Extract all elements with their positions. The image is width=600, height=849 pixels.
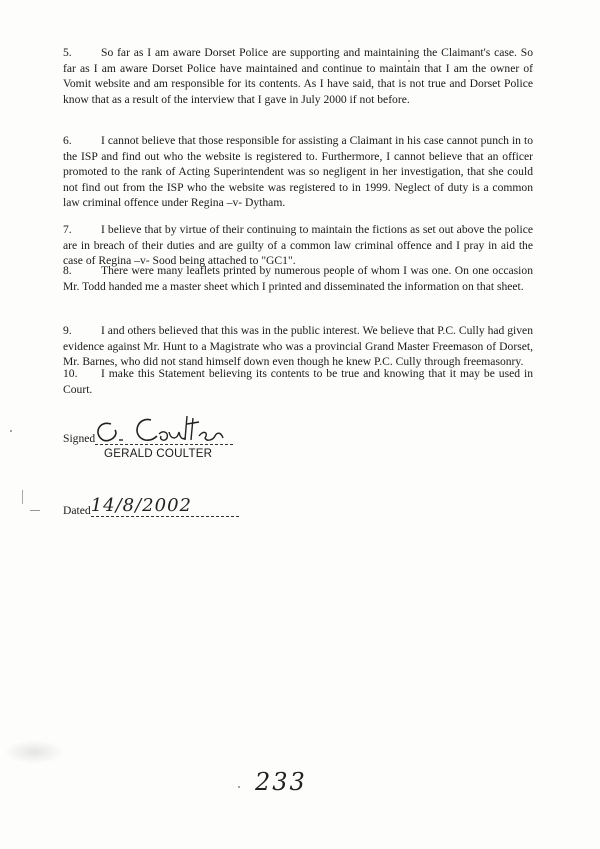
paragraph-number: 7. [63,223,72,236]
paragraph-9 [63,323,533,370]
paragraph-text: There were many leaflets printed by numerous people of whom I was one. On one occasion Mr. Todd handed me a master sheet which I printed and disseminated the information on that sheet. [63,264,533,293]
dated-row [63,494,239,517]
signed-label: Signed [63,432,96,445]
signer-name: GERALD COULTER [104,447,213,460]
handwritten-date: 14/8/2002 [90,495,192,516]
dated-label: Dated [63,504,91,517]
page-number: 233 [255,768,307,796]
paragraph-8 [63,263,533,294]
paragraph-number: 5. [63,46,72,59]
paragraph-5 [63,45,533,107]
paragraph-10 [63,366,533,397]
paragraph-text: So far as I am aware Dorset Police are supporting and maintaining the Claimant's case. So far as I am aware Dorset Police have maintained and continue to maintain that I am the owner of Vomit website and am responsible for its contents. As I have said, that is not true and Dorset Police know that as a result of the interview that I gave in July 2000 if not before. [63,46,533,106]
paragraph-number: 6. [63,134,72,147]
paragraph-number: 8. [63,264,72,277]
paragraph-6 [63,133,533,211]
paragraph-text: I and others believed that this was in the public interest. We believe that P.C. Cully had given evidence against Mr. Hunt to a Magistrate who was a provincial Grand Master Freemason of Dorset, Mr. Barnes, who did not stand himself down even though he knew P.C. Cully through freemasonry. [63,324,533,369]
signature-line [95,424,233,445]
paragraph-number: 10. [63,367,78,380]
scan-mark [30,510,40,511]
scan-smudge [4,740,64,764]
handwritten-signature [89,410,239,446]
scan-mark [22,490,23,504]
paragraph-7 [63,222,533,269]
scan-speck [10,430,12,432]
paragraph-text: I believe that by virtue of their continuing to maintain the fictions as set out above the police are in breach of their duties and are guilty of a common law criminal offence and I pray in aid the case of Regina –v- Sood being attached to "GC1". [63,223,533,268]
paragraph-number: 9. [63,324,72,337]
paragraph-text: I make this Statement believing its contents to be true and knowing that it may be used in Court. [63,367,533,396]
signed-row [63,424,233,445]
date-line [91,494,239,517]
paragraph-text: I cannot believe that those responsible for assisting a Claimant in his case cannot punch in to the ISP and find out who the website is registered to. Furthermore, I cannot believe that an officer promoted to the rank of Acting Superintendent was so negligent in her investigation, that she could not find out from the ISP who the website was registered to in 1999. Neglect of duty is a common law criminal offence under Regina –v- Dytham. [63,134,533,210]
scan-speck [238,786,240,788]
scan-speck [408,60,410,62]
